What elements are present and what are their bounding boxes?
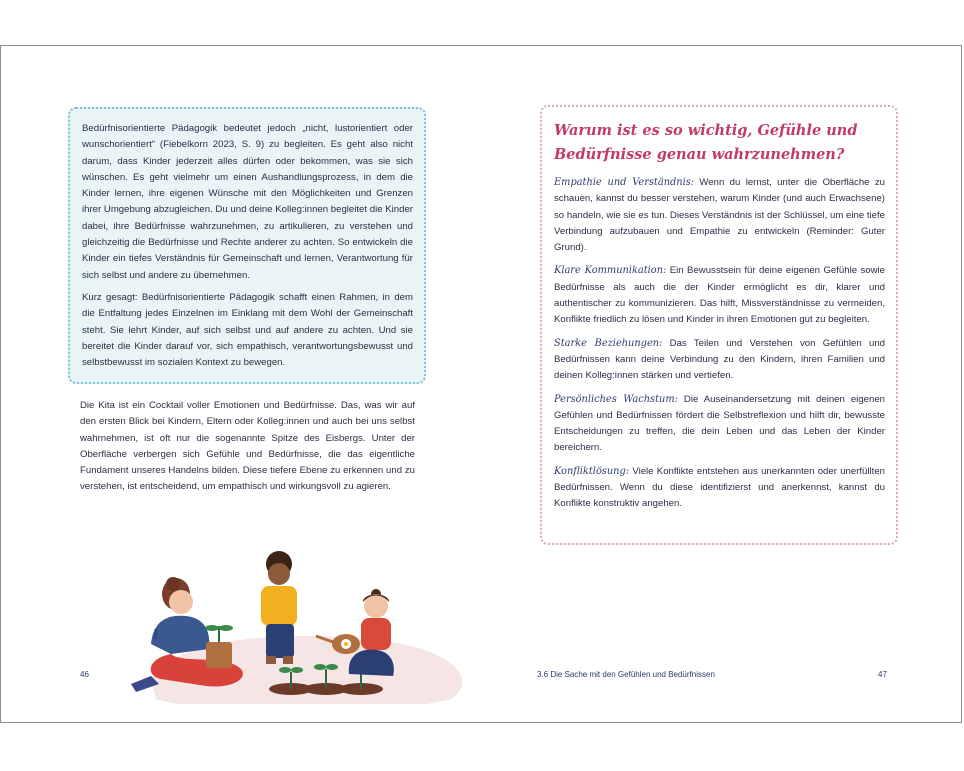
entry-heading: Konfliktlösung: <box>554 465 630 477</box>
entry-communication <box>554 263 885 328</box>
entry-heading: Starke Beziehungen: <box>554 337 663 349</box>
page-number-left: 46 <box>80 670 89 679</box>
card-title: Warum ist es so wichtig, Gefühle und Bedürfnisse genau wahrzunehmen? <box>554 122 858 163</box>
info-box <box>68 107 426 384</box>
body-paragraph: Die Kita ist ein Cocktail voller Emotionen und Bedürfnisse. Das, was wir auf den ersten Blick bei Kindern, Eltern oder Kolleg:innen und auch bei uns selbst wahrnehmen, ist oft nur die sogenannte Spitze des Eisbergs. Unter der Oberfläche verbergen sich Gefühle und Bedürfnisse, die das eigentliche Fundament unseres Handelns bilden. Diese tiefere Ebene zu erkennen und zu verstehen, ist entscheidend, um empathisch und wirkungsvoll zu agieren. <box>80 400 415 493</box>
box-paragraph-2: Kurz gesagt: Bedürfnisorientierte Pädagogik schafft einen Rahmen, in dem die Entfaltung jedes Einzelnen im Einklang mit dem Wohl der Gemeinschaft steht. Sie lehrt Kinder, auf sich selbst und auf andere zu achten. Und sie bereitet die Kinder darauf vor, sich empathisch, verantwortungsbewusst und selbstbewusst im sozialen Kontext zu bewegen. <box>82 291 413 369</box>
box-paragraph-1: Bedürfnisorientierte Pädagogik bedeutet jedoch „nicht, lustorientiert oder wunschorientiert“ (Fiebelkorn 2023, S. 9) zu begleiten. Es geht also nicht darum, dass Kinder jederzeit alles dürfen oder bekommen, was sie sich wünschen. Es geht vielmehr um einen Aushandlungsprozess, in dem die Kinder lernen, ihre eigenen Wünsche mit den Möglichkeiten und Grenzen ihrer Umgebung abzugleichen. Du und deine Kolleg:innen begleitet die Kinder dabei, ihre Bedürfnisse wahrzunehmen, zu artikulieren, zu verstehen und gleichzeitig die Bedürfnisse und Rechte anderer zu achten. So entwickeln die Kinder ein tiefes Verständnis für Gemeinschaft und lernen, Verantwortung für sich selbst und andere zu übernehmen. <box>82 123 413 281</box>
gardening-illustration <box>111 504 471 704</box>
entry-text: Die Auseinandersetzung mit deinen eigenen Gefühlen und Bedürfnissen fördert die Selbstreflexion und hilft dir, bewusste Entscheidungen zu treffen, die dein Leben und das Leben der Kinder bereichern. <box>554 393 885 454</box>
entry-heading: Empathie und Verständnis: <box>554 177 695 188</box>
entry-text: Wenn du lernst, unter die Oberfläche zu schauen, kannst du besser verstehen, warum Kinder (und auch Erwachsene) so handeln, wie sie es tun. Dieses Verständnis ist der Schlüssel, um eine tiefe Verbindung aufzubauen und Empathie zu entwickeln (Reminder: Guter Grund). <box>554 177 885 254</box>
body-text <box>80 398 415 496</box>
entry-growth <box>554 392 885 457</box>
left-page <box>1 46 482 722</box>
entry-text: Das Teilen und Verstehen von Gefühlen und Bedürfnissen kann deine Verbindung zu den Kindern, ihren Familien und deinen Kolleg:innen stärken und vertiefen. <box>554 337 885 382</box>
entry-text: Ein Bewusstsein für deine eigenen Gefühle sowie Bedürfnisse als auch die der Kinder ermöglicht es dir, klarer und authentischer zu kommunizieren. Das hilft, Missverständnisse zu vermeiden, Konflikte friedlich zu lösen und Kinder in ihren Emotionen gut zu begleiten. <box>554 265 886 326</box>
entry-empathy <box>554 175 885 256</box>
entry-heading: Persönliches Wachstum: <box>554 393 678 405</box>
entry-conflict <box>554 464 885 513</box>
entry-text: Viele Konflikte entstehen aus unerkannten oder unerfüllten Bedürfnissen. Wenn du diese identifizierst und anerkennst, kannst du Konflikte konstruktiv angehen. <box>554 465 885 510</box>
running-footer: 3.6 Die Sache mit den Gefühlen und Bedürfnissen <box>537 670 715 679</box>
right-page <box>482 46 963 722</box>
book-spread <box>0 45 962 723</box>
page-number-right: 47 <box>878 670 887 679</box>
info-card <box>540 105 898 545</box>
entry-heading: Klare Kommunikation: <box>554 265 667 277</box>
entry-relationships <box>554 336 885 385</box>
